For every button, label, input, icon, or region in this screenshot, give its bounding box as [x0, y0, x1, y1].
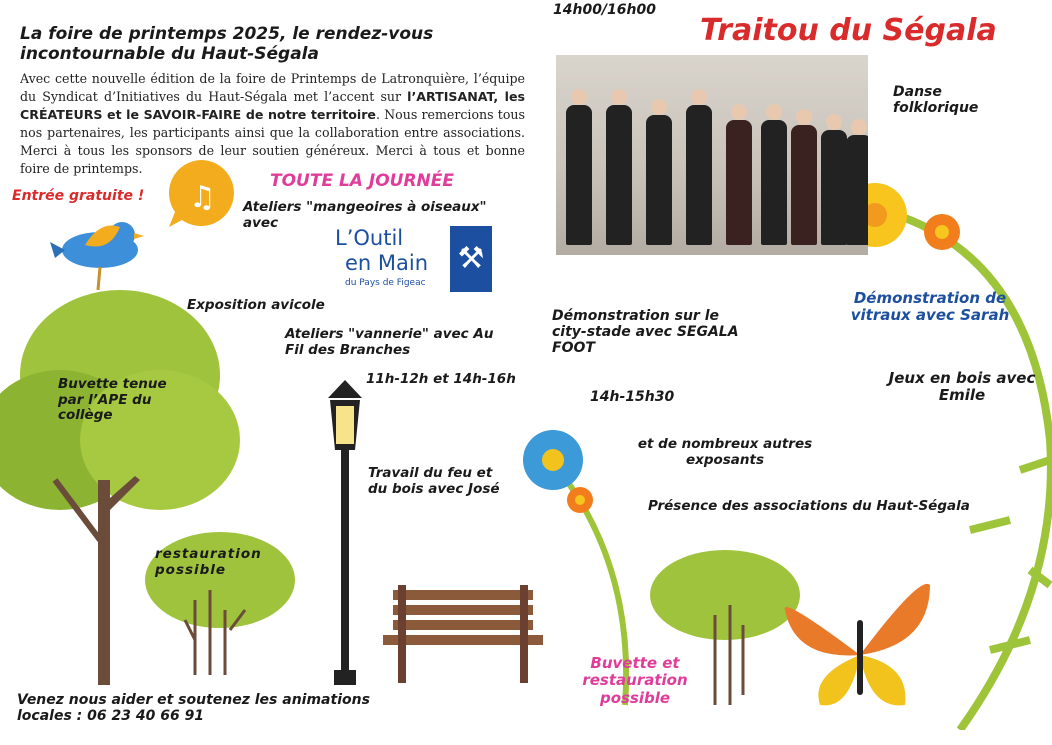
- logo-line3: du Pays de Figeac: [345, 278, 426, 288]
- bar-food-available: Buvette et restauration possible: [582, 654, 688, 707]
- stained-glass-demo: Démonstration de vitraux avec Sarah: [850, 289, 1010, 325]
- free-entry: Entrée gratuite !: [12, 188, 145, 204]
- intro-bold-text: l’ARTISANAT, les CRÉATEURS et le SAVOIR-FAIRE de notre territoire: [20, 89, 525, 122]
- street-lamp-illustration: [320, 370, 370, 690]
- dance-time: 14h00/16h00: [553, 2, 656, 18]
- volunteer-call: Venez nous aider et soutenez les animations locales : 06 23 40 66 91: [17, 692, 370, 725]
- food-available: restauration possible: [155, 546, 262, 578]
- logo-line2: en Main: [345, 251, 429, 275]
- all-day-heading: TOUTE LA JOURNÉE: [270, 171, 455, 191]
- other-exhibitors: et de nombreux autres exposants: [637, 436, 813, 468]
- logo-line1: L’Outil: [335, 226, 404, 250]
- associations-presence: Présence des associations du Haut-Ségala: [648, 498, 970, 514]
- basketry-hours: 11h-12h et 14h-16h: [366, 371, 516, 387]
- logo-emblem: ⚒: [450, 226, 492, 292]
- headline: La foire de printemps 2025, le rendez-vous incontournable du Haut-Ségala: [20, 24, 434, 64]
- outil-en-main-logo: [335, 226, 495, 294]
- bird-feeder-workshop: Ateliers "mangeoires à oiseaux" avec: [243, 199, 487, 231]
- folk-dance-photo: [556, 55, 868, 255]
- fire-wood-work: Travail du feu et du bois avec José: [368, 465, 500, 497]
- poultry-exhibition: Exposition avicole: [187, 297, 325, 313]
- folk-dance: Danse folklorique: [893, 84, 979, 117]
- city-stade-demo: Démonstration sur le city-stade avec SEGALA FOOT: [552, 308, 739, 357]
- intro-text-end: . Nous remercions tous nos partenaires, les participants ainsi que la collaboration entre associations. Merci à tous les sponsors de leur soutien généreux. Merci à tous et bonne foire de printemps.: [20, 107, 526, 176]
- intro-text: Avec cette nouvelle édition de la foire de Printemps de Latronquière, l’équipe du Syndicat d’Initiatives du Haut-Ségala met l’accent sur: [20, 71, 525, 104]
- svg-text:♫: ♫: [189, 180, 216, 215]
- bird-illustration: [50, 205, 145, 290]
- city-stade-hours: 14h-15h30: [590, 389, 675, 405]
- group-name: Traitou du Ségala: [700, 13, 997, 48]
- intro-paragraph: [20, 70, 525, 178]
- bush-illustration: [135, 520, 315, 680]
- basketry-workshop: Ateliers "vannerie" avec Au Fil des Branches: [285, 326, 494, 358]
- ape-bar: Buvette tenue par l’APE du collège: [58, 376, 167, 424]
- wood-games: Jeux en bois avec Emile: [888, 369, 1036, 405]
